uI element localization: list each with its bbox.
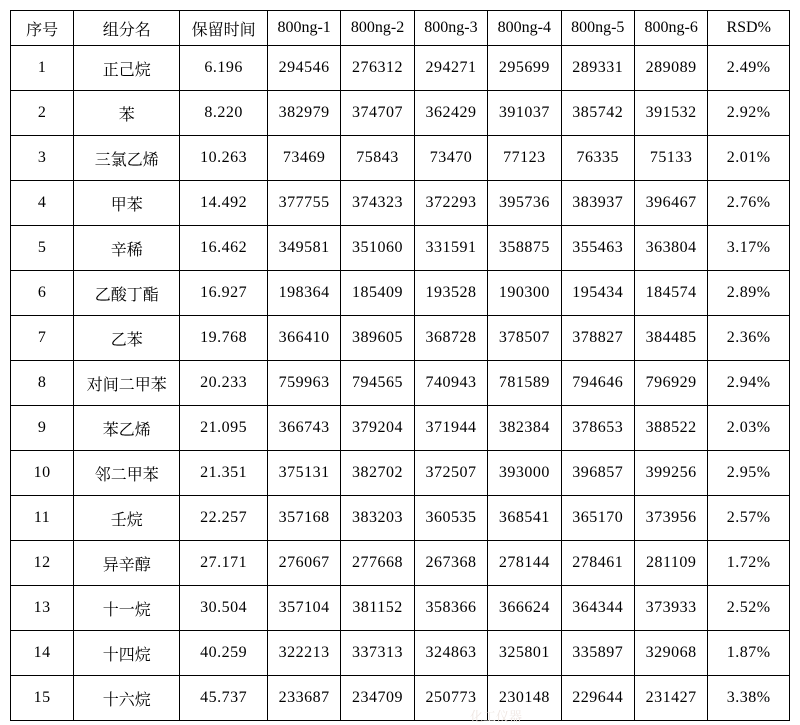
cell-800ng-1: 375131 bbox=[267, 451, 340, 496]
cell-index: 5 bbox=[11, 226, 74, 271]
cell-component-name: 辛稀 bbox=[74, 226, 180, 271]
cell-800ng-2: 351060 bbox=[341, 226, 414, 271]
cell-index: 8 bbox=[11, 361, 74, 406]
table-header-row bbox=[11, 11, 790, 46]
cell-rsd: 2.57% bbox=[708, 496, 790, 541]
cell-800ng-1: 198364 bbox=[267, 271, 340, 316]
cell-800ng-5: 378827 bbox=[561, 316, 634, 361]
cell-800ng-4: 382384 bbox=[488, 406, 561, 451]
column-header-800ng-3: 800ng-3 bbox=[414, 11, 487, 46]
cell-800ng-4: 295699 bbox=[488, 46, 561, 91]
cell-800ng-4: 391037 bbox=[488, 91, 561, 136]
table-row bbox=[11, 181, 790, 226]
column-header-index: 序号 bbox=[11, 11, 74, 46]
cell-component-name: 正己烷 bbox=[74, 46, 180, 91]
cell-rsd: 3.38% bbox=[708, 676, 790, 721]
cell-800ng-6: 391532 bbox=[634, 91, 707, 136]
cell-800ng-2: 794565 bbox=[341, 361, 414, 406]
cell-component-name: 异辛醇 bbox=[74, 541, 180, 586]
cell-800ng-5: 355463 bbox=[561, 226, 634, 271]
cell-800ng-4: 395736 bbox=[488, 181, 561, 226]
table-row bbox=[11, 91, 790, 136]
cell-index: 12 bbox=[11, 541, 74, 586]
table-row bbox=[11, 631, 790, 676]
column-header-800ng-5: 800ng-5 bbox=[561, 11, 634, 46]
cell-rsd: 2.76% bbox=[708, 181, 790, 226]
cell-800ng-3: 358366 bbox=[414, 586, 487, 631]
cell-index: 1 bbox=[11, 46, 74, 91]
cell-800ng-6: 384485 bbox=[634, 316, 707, 361]
cell-800ng-5: 378653 bbox=[561, 406, 634, 451]
cell-retention-time: 20.233 bbox=[180, 361, 268, 406]
cell-retention-time: 16.927 bbox=[180, 271, 268, 316]
cell-800ng-3: 324863 bbox=[414, 631, 487, 676]
cell-component-name: 十四烷 bbox=[74, 631, 180, 676]
table-row bbox=[11, 271, 790, 316]
cell-rsd: 1.72% bbox=[708, 541, 790, 586]
cell-800ng-4: 190300 bbox=[488, 271, 561, 316]
cell-800ng-3: 372507 bbox=[414, 451, 487, 496]
cell-800ng-3: 331591 bbox=[414, 226, 487, 271]
cell-800ng-3: 294271 bbox=[414, 46, 487, 91]
cell-rsd: 1.87% bbox=[708, 631, 790, 676]
cell-800ng-1: 366410 bbox=[267, 316, 340, 361]
cell-800ng-4: 278144 bbox=[488, 541, 561, 586]
cell-800ng-3: 73470 bbox=[414, 136, 487, 181]
cell-800ng-2: 389605 bbox=[341, 316, 414, 361]
cell-800ng-2: 374707 bbox=[341, 91, 414, 136]
cell-rsd: 2.01% bbox=[708, 136, 790, 181]
column-header-800ng-2: 800ng-2 bbox=[341, 11, 414, 46]
cell-retention-time: 10.263 bbox=[180, 136, 268, 181]
column-header-retention-time: 保留时间 bbox=[180, 11, 268, 46]
cell-800ng-4: 393000 bbox=[488, 451, 561, 496]
cell-800ng-6: 184574 bbox=[634, 271, 707, 316]
table-row bbox=[11, 46, 790, 91]
table-row bbox=[11, 316, 790, 361]
cell-800ng-1: 357104 bbox=[267, 586, 340, 631]
cell-800ng-5: 364344 bbox=[561, 586, 634, 631]
cell-800ng-3: 372293 bbox=[414, 181, 487, 226]
cell-800ng-2: 276312 bbox=[341, 46, 414, 91]
cell-800ng-5: 335897 bbox=[561, 631, 634, 676]
cell-800ng-1: 294546 bbox=[267, 46, 340, 91]
cell-800ng-1: 233687 bbox=[267, 676, 340, 721]
column-header-800ng-6: 800ng-6 bbox=[634, 11, 707, 46]
cell-800ng-3: 362429 bbox=[414, 91, 487, 136]
cell-rsd: 2.95% bbox=[708, 451, 790, 496]
cell-component-name: 三氯乙烯 bbox=[74, 136, 180, 181]
cell-800ng-3: 267368 bbox=[414, 541, 487, 586]
table-header bbox=[11, 11, 790, 46]
cell-800ng-6: 796929 bbox=[634, 361, 707, 406]
cell-800ng-1: 357168 bbox=[267, 496, 340, 541]
cell-800ng-6: 373956 bbox=[634, 496, 707, 541]
cell-retention-time: 21.351 bbox=[180, 451, 268, 496]
cell-800ng-2: 379204 bbox=[341, 406, 414, 451]
cell-800ng-1: 349581 bbox=[267, 226, 340, 271]
table-row bbox=[11, 136, 790, 181]
cell-retention-time: 16.462 bbox=[180, 226, 268, 271]
cell-800ng-2: 374323 bbox=[341, 181, 414, 226]
cell-800ng-2: 277668 bbox=[341, 541, 414, 586]
table-row bbox=[11, 496, 790, 541]
cell-800ng-5: 289331 bbox=[561, 46, 634, 91]
cell-800ng-5: 195434 bbox=[561, 271, 634, 316]
cell-800ng-1: 377755 bbox=[267, 181, 340, 226]
cell-800ng-5: 794646 bbox=[561, 361, 634, 406]
cell-800ng-6: 281109 bbox=[634, 541, 707, 586]
cell-component-name: 壬烷 bbox=[74, 496, 180, 541]
cell-800ng-4: 230148 bbox=[488, 676, 561, 721]
cell-index: 11 bbox=[11, 496, 74, 541]
cell-rsd: 2.36% bbox=[708, 316, 790, 361]
cell-index: 4 bbox=[11, 181, 74, 226]
cell-800ng-1: 322213 bbox=[267, 631, 340, 676]
cell-index: 13 bbox=[11, 586, 74, 631]
cell-retention-time: 19.768 bbox=[180, 316, 268, 361]
cell-800ng-2: 185409 bbox=[341, 271, 414, 316]
cell-800ng-2: 234709 bbox=[341, 676, 414, 721]
cell-800ng-1: 276067 bbox=[267, 541, 340, 586]
table-row bbox=[11, 361, 790, 406]
cell-800ng-3: 740943 bbox=[414, 361, 487, 406]
results-table-container bbox=[10, 10, 790, 721]
cell-retention-time: 27.171 bbox=[180, 541, 268, 586]
table-row bbox=[11, 586, 790, 631]
table-row bbox=[11, 541, 790, 586]
cell-800ng-3: 193528 bbox=[414, 271, 487, 316]
cell-component-name: 苯 bbox=[74, 91, 180, 136]
cell-rsd: 2.03% bbox=[708, 406, 790, 451]
cell-index: 2 bbox=[11, 91, 74, 136]
cell-800ng-5: 76335 bbox=[561, 136, 634, 181]
cell-component-name: 邻二甲苯 bbox=[74, 451, 180, 496]
cell-800ng-2: 75843 bbox=[341, 136, 414, 181]
cell-component-name: 苯乙烯 bbox=[74, 406, 180, 451]
cell-800ng-6: 396467 bbox=[634, 181, 707, 226]
cell-rsd: 3.17% bbox=[708, 226, 790, 271]
cell-rsd: 2.49% bbox=[708, 46, 790, 91]
cell-800ng-6: 75133 bbox=[634, 136, 707, 181]
cell-800ng-1: 366743 bbox=[267, 406, 340, 451]
table-row bbox=[11, 676, 790, 721]
page-watermark: 化工仪器 bbox=[470, 710, 523, 725]
cell-index: 9 bbox=[11, 406, 74, 451]
cell-800ng-3: 360535 bbox=[414, 496, 487, 541]
cell-retention-time: 30.504 bbox=[180, 586, 268, 631]
cell-index: 3 bbox=[11, 136, 74, 181]
cell-800ng-2: 337313 bbox=[341, 631, 414, 676]
cell-component-name: 乙苯 bbox=[74, 316, 180, 361]
cell-800ng-2: 382702 bbox=[341, 451, 414, 496]
cell-component-name: 十一烷 bbox=[74, 586, 180, 631]
cell-retention-time: 22.257 bbox=[180, 496, 268, 541]
cell-retention-time: 40.259 bbox=[180, 631, 268, 676]
cell-rsd: 2.94% bbox=[708, 361, 790, 406]
cell-index: 10 bbox=[11, 451, 74, 496]
cell-800ng-6: 289089 bbox=[634, 46, 707, 91]
cell-800ng-4: 378507 bbox=[488, 316, 561, 361]
cell-800ng-6: 363804 bbox=[634, 226, 707, 271]
cell-retention-time: 21.095 bbox=[180, 406, 268, 451]
cell-800ng-4: 368541 bbox=[488, 496, 561, 541]
table-body bbox=[11, 46, 790, 721]
cell-rsd: 2.92% bbox=[708, 91, 790, 136]
cell-index: 15 bbox=[11, 676, 74, 721]
cell-index: 6 bbox=[11, 271, 74, 316]
cell-component-name: 乙酸丁酯 bbox=[74, 271, 180, 316]
cell-800ng-5: 383937 bbox=[561, 181, 634, 226]
table-row bbox=[11, 406, 790, 451]
cell-800ng-5: 365170 bbox=[561, 496, 634, 541]
cell-retention-time: 14.492 bbox=[180, 181, 268, 226]
cell-800ng-6: 231427 bbox=[634, 676, 707, 721]
cell-800ng-4: 366624 bbox=[488, 586, 561, 631]
cell-800ng-4: 781589 bbox=[488, 361, 561, 406]
cell-index: 14 bbox=[11, 631, 74, 676]
cell-800ng-6: 373933 bbox=[634, 586, 707, 631]
cell-800ng-1: 382979 bbox=[267, 91, 340, 136]
cell-retention-time: 45.737 bbox=[180, 676, 268, 721]
cell-component-name: 甲苯 bbox=[74, 181, 180, 226]
cell-800ng-2: 381152 bbox=[341, 586, 414, 631]
cell-800ng-6: 388522 bbox=[634, 406, 707, 451]
cell-component-name: 十六烷 bbox=[74, 676, 180, 721]
cell-rsd: 2.89% bbox=[708, 271, 790, 316]
component-results-table bbox=[10, 10, 790, 721]
cell-800ng-3: 368728 bbox=[414, 316, 487, 361]
cell-rsd: 2.52% bbox=[708, 586, 790, 631]
cell-800ng-5: 278461 bbox=[561, 541, 634, 586]
cell-retention-time: 6.196 bbox=[180, 46, 268, 91]
cell-800ng-6: 329068 bbox=[634, 631, 707, 676]
column-header-800ng-1: 800ng-1 bbox=[267, 11, 340, 46]
table-row bbox=[11, 226, 790, 271]
cell-800ng-3: 250773 bbox=[414, 676, 487, 721]
cell-800ng-5: 396857 bbox=[561, 451, 634, 496]
cell-retention-time: 8.220 bbox=[180, 91, 268, 136]
cell-800ng-5: 385742 bbox=[561, 91, 634, 136]
cell-800ng-1: 759963 bbox=[267, 361, 340, 406]
cell-800ng-1: 73469 bbox=[267, 136, 340, 181]
column-header-rsd: RSD% bbox=[708, 11, 790, 46]
column-header-800ng-4: 800ng-4 bbox=[488, 11, 561, 46]
cell-component-name: 对间二甲苯 bbox=[74, 361, 180, 406]
table-row bbox=[11, 451, 790, 496]
cell-800ng-5: 229644 bbox=[561, 676, 634, 721]
cell-800ng-4: 358875 bbox=[488, 226, 561, 271]
cell-800ng-2: 383203 bbox=[341, 496, 414, 541]
cell-index: 7 bbox=[11, 316, 74, 361]
cell-800ng-4: 77123 bbox=[488, 136, 561, 181]
cell-800ng-6: 399256 bbox=[634, 451, 707, 496]
column-header-component-name: 组分名 bbox=[74, 11, 180, 46]
cell-800ng-3: 371944 bbox=[414, 406, 487, 451]
cell-800ng-4: 325801 bbox=[488, 631, 561, 676]
